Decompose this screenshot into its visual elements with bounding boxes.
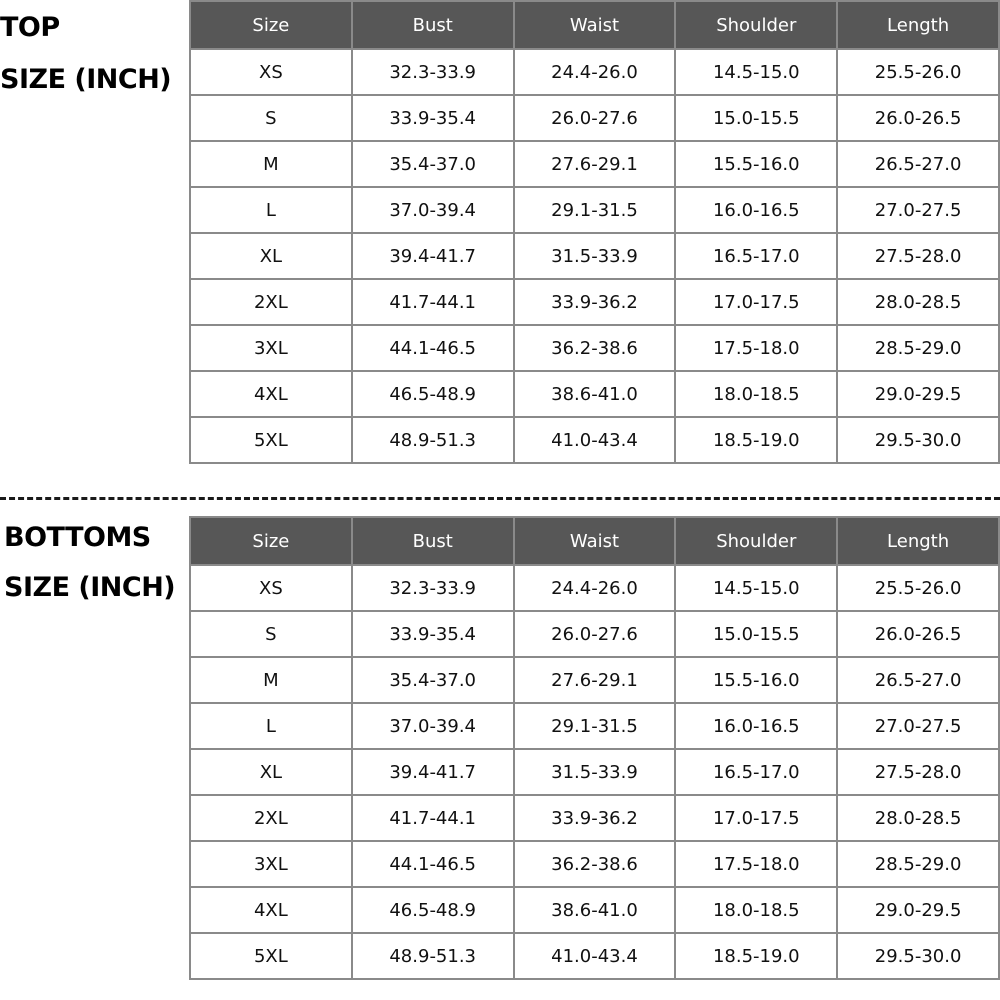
table-row xyxy=(190,611,999,657)
length-cell: 25.5-26.0 xyxy=(837,49,999,95)
size-cell: XL xyxy=(190,233,352,279)
waist-cell: 31.5-33.9 xyxy=(514,749,676,795)
waist-cell: 33.9-36.2 xyxy=(514,795,676,841)
shoulder-cell: 15.5-16.0 xyxy=(675,657,837,703)
size-cell: L xyxy=(190,187,352,233)
bust-cell: 35.4-37.0 xyxy=(352,141,514,187)
top-size-section xyxy=(0,0,1000,486)
bust-cell: 44.1-46.5 xyxy=(352,325,514,371)
size-cell: 4XL xyxy=(190,371,352,417)
size-cell: 3XL xyxy=(190,325,352,371)
shoulder-cell: 16.0-16.5 xyxy=(675,703,837,749)
bust-cell: 48.9-51.3 xyxy=(352,417,514,463)
length-cell: 27.0-27.5 xyxy=(837,703,999,749)
column-header-bust: Bust xyxy=(352,1,514,49)
table-row xyxy=(190,325,999,371)
bust-cell: 44.1-46.5 xyxy=(352,841,514,887)
table-row xyxy=(190,417,999,463)
waist-cell: 27.6-29.1 xyxy=(514,141,676,187)
dashed-divider xyxy=(0,497,1000,500)
bottoms-size-section xyxy=(0,514,1000,1000)
length-cell: 28.0-28.5 xyxy=(837,795,999,841)
length-cell: 29.5-30.0 xyxy=(837,417,999,463)
size-cell: XL xyxy=(190,749,352,795)
shoulder-cell: 18.0-18.5 xyxy=(675,371,837,417)
shoulder-cell: 18.0-18.5 xyxy=(675,887,837,933)
table-row xyxy=(190,749,999,795)
length-cell: 27.0-27.5 xyxy=(837,187,999,233)
bottoms-label-title: BOTTOMS xyxy=(4,522,151,553)
shoulder-cell: 17.5-18.0 xyxy=(675,325,837,371)
bust-cell: 46.5-48.9 xyxy=(352,887,514,933)
length-cell: 26.5-27.0 xyxy=(837,141,999,187)
top-label-title: TOP xyxy=(0,12,60,43)
table-header-row xyxy=(190,517,999,565)
table-row xyxy=(190,279,999,325)
shoulder-cell: 17.0-17.5 xyxy=(675,795,837,841)
shoulder-cell: 17.5-18.0 xyxy=(675,841,837,887)
waist-cell: 41.0-43.4 xyxy=(514,933,676,979)
bust-cell: 33.9-35.4 xyxy=(352,95,514,141)
length-cell: 26.0-26.5 xyxy=(837,95,999,141)
size-cell: XS xyxy=(190,49,352,95)
size-cell: 2XL xyxy=(190,279,352,325)
bust-cell: 41.7-44.1 xyxy=(352,795,514,841)
waist-cell: 26.0-27.6 xyxy=(514,95,676,141)
waist-cell: 36.2-38.6 xyxy=(514,841,676,887)
column-header-size: Size xyxy=(190,517,352,565)
table-row xyxy=(190,141,999,187)
size-cell: M xyxy=(190,141,352,187)
bottoms-label-unit: SIZE (INCH) xyxy=(4,572,176,603)
length-cell: 29.0-29.5 xyxy=(837,887,999,933)
bust-cell: 32.3-33.9 xyxy=(352,49,514,95)
bust-cell: 39.4-41.7 xyxy=(352,233,514,279)
length-cell: 28.5-29.0 xyxy=(837,325,999,371)
bottoms-size-table xyxy=(189,516,1000,980)
waist-cell: 36.2-38.6 xyxy=(514,325,676,371)
column-header-shoulder: Shoulder xyxy=(675,1,837,49)
top-label-unit: SIZE (INCH) xyxy=(0,64,172,95)
table-row xyxy=(190,233,999,279)
size-cell: XS xyxy=(190,565,352,611)
length-cell: 26.0-26.5 xyxy=(837,611,999,657)
waist-cell: 29.1-31.5 xyxy=(514,187,676,233)
size-cell: 2XL xyxy=(190,795,352,841)
length-cell: 25.5-26.0 xyxy=(837,565,999,611)
shoulder-cell: 16.0-16.5 xyxy=(675,187,837,233)
column-header-size: Size xyxy=(190,1,352,49)
bust-cell: 46.5-48.9 xyxy=(352,371,514,417)
size-cell: S xyxy=(190,95,352,141)
size-cell: 4XL xyxy=(190,887,352,933)
shoulder-cell: 18.5-19.0 xyxy=(675,417,837,463)
length-cell: 28.0-28.5 xyxy=(837,279,999,325)
bust-cell: 35.4-37.0 xyxy=(352,657,514,703)
waist-cell: 26.0-27.6 xyxy=(514,611,676,657)
table-row xyxy=(190,371,999,417)
size-cell: S xyxy=(190,611,352,657)
column-header-bust: Bust xyxy=(352,517,514,565)
bust-cell: 39.4-41.7 xyxy=(352,749,514,795)
table-row xyxy=(190,795,999,841)
waist-cell: 31.5-33.9 xyxy=(514,233,676,279)
table-row xyxy=(190,933,999,979)
column-header-length: Length xyxy=(837,517,999,565)
size-cell: 3XL xyxy=(190,841,352,887)
waist-cell: 33.9-36.2 xyxy=(514,279,676,325)
shoulder-cell: 17.0-17.5 xyxy=(675,279,837,325)
waist-cell: 24.4-26.0 xyxy=(514,565,676,611)
shoulder-cell: 14.5-15.0 xyxy=(675,49,837,95)
table-header-row xyxy=(190,1,999,49)
column-header-waist: Waist xyxy=(514,1,676,49)
size-cell: 5XL xyxy=(190,933,352,979)
column-header-shoulder: Shoulder xyxy=(675,517,837,565)
length-cell: 29.5-30.0 xyxy=(837,933,999,979)
length-cell: 29.0-29.5 xyxy=(837,371,999,417)
shoulder-cell: 18.5-19.0 xyxy=(675,933,837,979)
length-cell: 27.5-28.0 xyxy=(837,749,999,795)
bust-cell: 37.0-39.4 xyxy=(352,187,514,233)
shoulder-cell: 14.5-15.0 xyxy=(675,565,837,611)
bust-cell: 33.9-35.4 xyxy=(352,611,514,657)
top-size-table xyxy=(189,0,1000,464)
bust-cell: 37.0-39.4 xyxy=(352,703,514,749)
table-row xyxy=(190,95,999,141)
table-row xyxy=(190,887,999,933)
column-header-waist: Waist xyxy=(514,517,676,565)
waist-cell: 27.6-29.1 xyxy=(514,657,676,703)
table-row xyxy=(190,841,999,887)
size-cell: L xyxy=(190,703,352,749)
table-row xyxy=(190,187,999,233)
shoulder-cell: 15.5-16.0 xyxy=(675,141,837,187)
shoulder-cell: 15.0-15.5 xyxy=(675,611,837,657)
bust-cell: 32.3-33.9 xyxy=(352,565,514,611)
waist-cell: 38.6-41.0 xyxy=(514,887,676,933)
size-cell: 5XL xyxy=(190,417,352,463)
column-header-length: Length xyxy=(837,1,999,49)
waist-cell: 24.4-26.0 xyxy=(514,49,676,95)
bust-cell: 41.7-44.1 xyxy=(352,279,514,325)
table-row xyxy=(190,657,999,703)
shoulder-cell: 15.0-15.5 xyxy=(675,95,837,141)
size-cell: M xyxy=(190,657,352,703)
table-row xyxy=(190,565,999,611)
length-cell: 27.5-28.0 xyxy=(837,233,999,279)
bust-cell: 48.9-51.3 xyxy=(352,933,514,979)
table-row xyxy=(190,703,999,749)
table-row xyxy=(190,49,999,95)
shoulder-cell: 16.5-17.0 xyxy=(675,749,837,795)
length-cell: 26.5-27.0 xyxy=(837,657,999,703)
waist-cell: 41.0-43.4 xyxy=(514,417,676,463)
waist-cell: 38.6-41.0 xyxy=(514,371,676,417)
waist-cell: 29.1-31.5 xyxy=(514,703,676,749)
shoulder-cell: 16.5-17.0 xyxy=(675,233,837,279)
length-cell: 28.5-29.0 xyxy=(837,841,999,887)
